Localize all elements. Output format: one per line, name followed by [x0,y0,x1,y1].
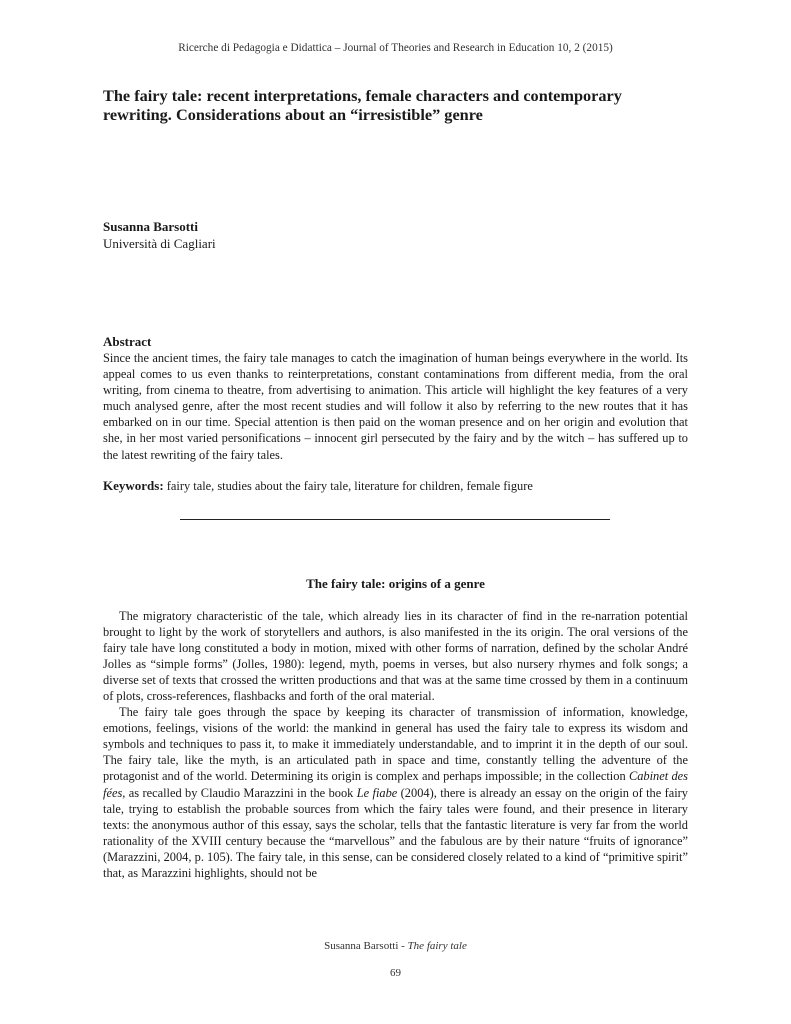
section-separator [180,519,610,520]
keywords-label: Keywords: [103,478,164,493]
section-heading: The fairy tale: origins of a genre [306,576,485,591]
keywords-text: fairy tale, studies about the fairy tale, literature for children, female figure [166,479,533,493]
author-affiliation: Università di Cagliari [103,236,216,251]
footer-author-name: Susanna Barsotti - [324,940,408,952]
italic-title-le-fiabe: Le fiabe [356,785,398,800]
author-name: Susanna Barsotti [103,219,198,234]
body-text [103,608,688,881]
paragraph-1: The migratory characteristic of the tale, which already lies in its character of find in the re-narration potential brought to light by the work of storytellers and authors, is also manifested in the its origin. The oral versions of the fairy tale have long constituted a body in motion, mixed with other forms of narration, defined by the scholar André Jolles as “simple forms” (Jolles, 1980): legend, myth, poems in verses, but also nursery rhymes and folk songs; a diverse set of texts that crossed the written productions and that was at the same time crossed by them in a continuum of plots, cross-references, flashbacks and forth of the oral material. [103,609,688,704]
page-number: 69 [390,967,401,979]
paragraph-2-part-a: The fairy tale goes through the space by keeping its character of transmission of information, knowledge, emotions, feelings, visions of the world: the mankind in general has used the fairy tale to express its wisdom and symbols and techniques to pass it, to make it immediately understandable, and to imprint it in the depth of our soul. The fairy tale, like the myth, is an articulated path in space and time, constantly telling the adventure of the protagonist and of the world. Determining its origin is complex and perhaps impossible; in the collection [103,705,688,784]
italic-title-cabinet: Cabinet des fées [103,769,689,800]
abstract-text: Since the ancient times, the fairy tale manages to catch the imagination of human beings everywhere in the world. Its appeal comes to us even thanks to reinterpretations, constant contaminations from different media, from the oral writing, from cinema to theatre, from advertising to animation. This article will highlight the key features of a very much analysed genre, after the most recent studies and will follow it also by referring to the new routes that it has embarked on in our time. Special attention is then paid on the woman presence and on her origin and evolution that she, in her most varied personifications – innocent girl persecuted by the fairy and by the witch – has suffered up to the latest rewriting of the fairy tales. [103,351,688,462]
paragraph-2-part-c: (2004), there is already an essay on the origin of the fairy tale, trying to establish the probable sources from which the fairy tales were found, and their presence in literary texts: the anonymous author of this essay, says the scholar, tells that the fantastic literature is very far from the world rationality of the XVIII century because the “marvellous” and the fabulous are by their nature “fruits of ignorance” (Marazzini, 2004, p. 105). The fairy tale, in this sense, can be considered closely related to a kind of “primitive spirit” that, as Marazzini highlights, should not be [103,785,689,880]
footer-short-title: The fairy tale [407,940,467,952]
paragraph-2 [103,704,688,881]
paragraph-2-part-b: , as recalled by Claudio Marazzini in the book [122,785,357,800]
keywords [103,478,688,494]
abstract-heading: Abstract [103,334,152,349]
footer-author [0,940,791,952]
running-head: Ricerche di Pedagogia e Didattica – Journal of Theories and Research in Education 10, 2 (2015) [178,42,613,54]
article-title: The fairy tale: recent interpretations, female characters and contemporary rewriting. Considerations about an “irresistible” genre [103,86,622,124]
